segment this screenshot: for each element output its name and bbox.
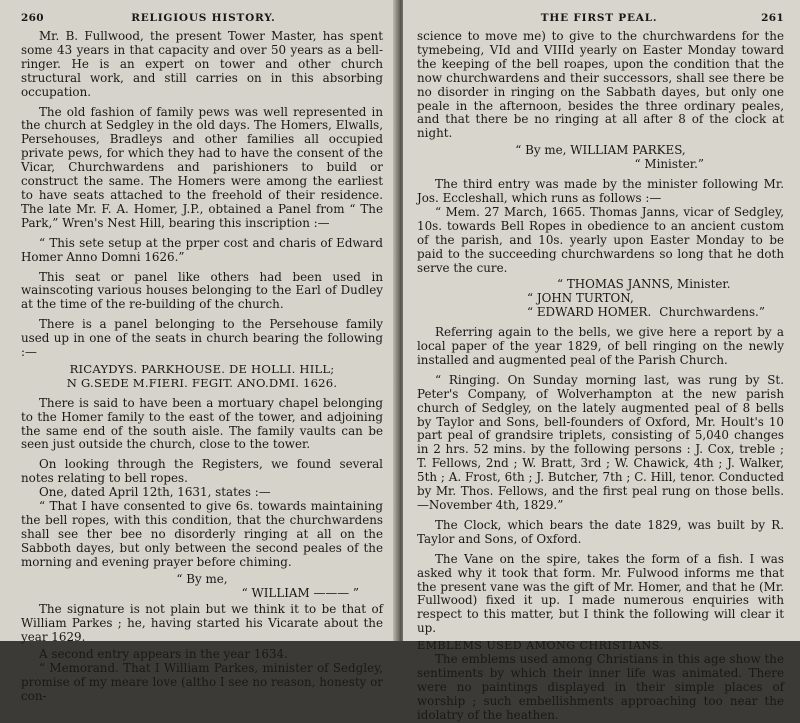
left-running-head: [21, 12, 383, 24]
paragraph: There is said to have been a mortuary chapel belonging to the Homer family to the east of the tower, and adjoining the same end of the south aisle. The family vaults can be seen just outside the church, close to the tower.: [21, 395, 383, 452]
paragraph: The Vane on the spire, takes the form of a fish. I was asked why it took that form. Mr. Fulwood informs me that the present vane was the gift of Mr. Homer, and that he (Mr. Fullwood) fixed it up. I made numerous enquiries with respect to this matter, but I think the following will clear it up.: [417, 551, 784, 636]
quote: “ Ringing. On Sunday morning last, was rung by St. Peter's Company, of Wolverhampton at the new parish church of Sedgley, on the lately augmented peal of 8 bells by Taylor and Sons, bell-founders of Oxford, Mr. Hoult's 10 part peal of grandsire triplets, consisting of 5,040 changes in 2 hrs. 52 mins. by the following persons : J. Cox, treble ; T. Fellows, 2nd ; W. Bratt, 3rd ; W. Chawick, 4th ; J. Walker, 5th ; A. Frost, 6th ; J. Butcher, 7th ; C. Hill, tenor. Conducted by Mr. Thos. Fellows, and the first peal rung on those bells.—November 4th, 1829.”: [417, 372, 784, 512]
paragraph: One, dated April 12th, 1631, states :—: [39, 485, 271, 500]
paragraph: The signature is not plain but we think it to be that of William Parkes ; he, having started his Vicarate about the year 1629.: [21, 602, 383, 645]
inscription-line: N G.SEDE M.FIERI. FEGIT. ANO.DMI. 1626.: [66, 375, 338, 390]
paragraph: This seat or panel like others had been used in wainscoting various houses belonging to the Earl of Dudley at the time of the re-building of the church.: [21, 269, 383, 312]
churchwarden-name: [417, 306, 784, 320]
quote: “ This sete setup at the prper cost and charis of Edward Homer Anno Domni 1626.”: [21, 235, 383, 264]
left-page-title: RELIGIOUS HISTORY.: [131, 12, 276, 24]
paragraph: A second entry appears in the year 1634.: [39, 647, 288, 662]
inscription-line: RICAYDYS. PARKHOUSE. DE HOLLI. HILL;: [69, 361, 335, 376]
churchwardens-label: Churchwardens.”: [659, 305, 765, 320]
right-running-head: [417, 12, 784, 24]
paragraph: There is a panel belonging to the Persehouse family used up in one of the seats in church bearing the following :—: [21, 317, 383, 360]
quote: science to move me) to give to the churchwardens for the tymebeing, VId and VIIId yearly on Easter Monday toward the keeping of the bell roapes, upon the condition that the now churchwardens and their successors, shall see there be no disorder in ringing on the Sabbath dayes, but only one peale in the afternoon, besides the three ordinary peales, and that there be no ringing at all after 8 of the clock at night.: [417, 29, 784, 141]
signature-title: “ Minister.”: [634, 157, 704, 172]
section-heading: EMBLEMS USED AMONG CHRISTIANS.: [417, 639, 664, 653]
paragraph: The Clock, which bears the date 1829, was built by R. Taylor and Sons, of Oxford.: [417, 517, 784, 546]
quote: “ Mem. 27 March, 1665. Thomas Janns, vicar of Sedgley, 10s. towards Bell Ropes in obedience to an ancient custom of the parish, and 10s. yearly upon Easter Monday to be paid to the succeeding churchwardens so long that he doth serve the cure.: [417, 204, 784, 275]
quote: “ Memorand. That I William Parkes, minister of Sedgley, promise of my meare love (altho I see no reason, honesty or con-: [21, 661, 383, 703]
churchwarden-name: “ JOHN TURTON,: [527, 291, 634, 306]
signature: “ WILLIAM ——— ”: [241, 585, 359, 600]
paragraph: On looking through the Registers, we found several notes relating to bell ropes.: [21, 457, 383, 486]
paragraph: The old fashion of family pews was well represented in the church at Sedgley in the old days. The Homers, Elwalls, Persehouses, Bradleys and other families all occupied private pews, for which they had to have the consent of the Vicar, Churchwardens and parishioners to build or construct the same. The Homers were among the earliest to have seats attached to the freehold of their residence. The late Mr. F. A. Homer, J.P., obtained a Panel from “ The Park,” Wren's Nest Hill, bearing this inscription :—: [21, 104, 383, 230]
left-page-number: 260: [21, 12, 44, 24]
paragraph: The emblems used among Christians in this age show the sentiments by which their inner life was animated. There were no paintings displayed in their simple places of worship ; such embellishments approaching too near the idolatry of the heathen.: [417, 652, 784, 722]
left-page: [0, 0, 397, 703]
right-page-number: 261: [761, 12, 784, 24]
churchwarden-name-text: “ EDWARD HOMER.: [527, 305, 652, 320]
right-page-title: THE FIRST PEAL.: [540, 12, 658, 24]
paragraph: Mr. B. Fullwood, the present Tower Master, has spent some 43 years in that capacity and over 50 years as a bell-ringer. He is an expert on tower and other church structural work, and still carries on in this absorbing occupation.: [21, 29, 383, 99]
quote-sign-off: “ By me,: [176, 571, 228, 586]
signature: “ THOMAS JANNS, Minister.: [557, 277, 731, 292]
paragraph: The third entry was made by the minister following Mr. Jos. Eccleshall, which runs as follows :—: [417, 177, 784, 205]
paragraph: Referring again to the bells, we give here a report by a local paper of the year 1829, of bell ringing on the newly installed and augmented peal of the Parish Church.: [417, 325, 784, 367]
quote-sign-off: “ By me, WILLIAM PARKES,: [515, 143, 686, 158]
right-page: [403, 0, 800, 722]
quote: “ That I have consented to give 6s. towards maintaining the bell ropes, with this condition, that the churchwardens shall see ther bee no disorderly ringing at all on the Sabboth dayes, but only between the second peales of the morning and evening prayer before chiming.: [21, 499, 383, 569]
